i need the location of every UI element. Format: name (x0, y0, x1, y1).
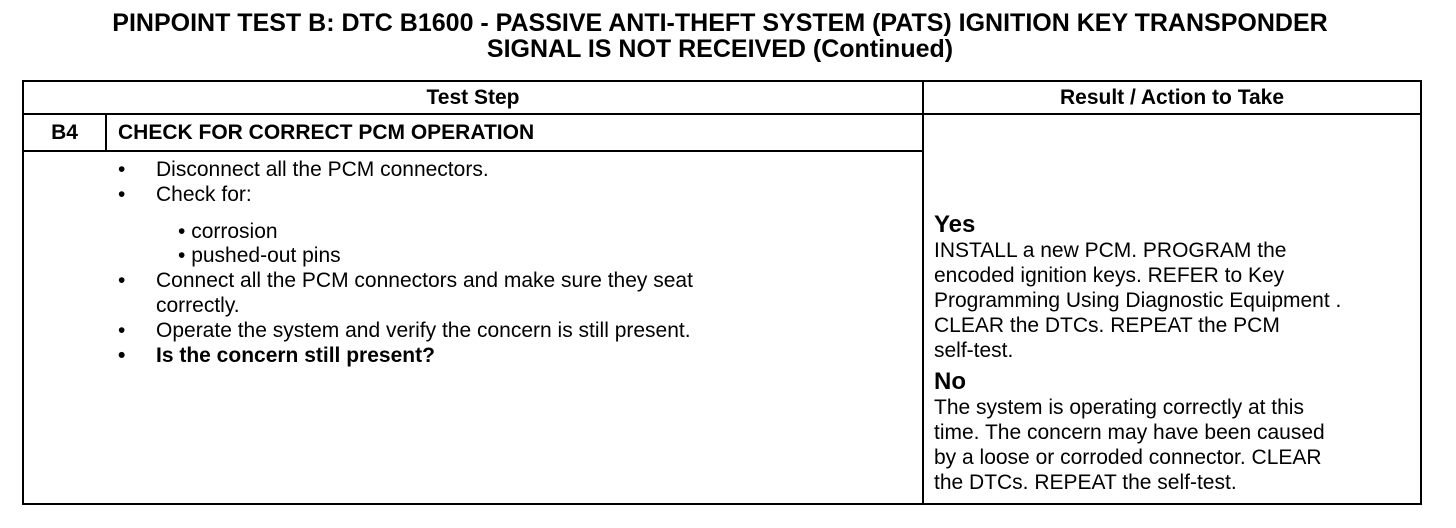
header-test-step: Test Step (426, 86, 520, 109)
list-item (112, 182, 912, 207)
sub-bullet-icon: • (178, 244, 186, 267)
no-action-line: by a loose or corroded connector. CLEAR (934, 446, 1322, 469)
result-action (934, 212, 1424, 495)
sub-bullet-icon: • (178, 220, 186, 243)
pinpoint-test-table (22, 80, 1422, 505)
header-result: Result / Action to Take (1059, 86, 1285, 109)
bullet-icon: • (118, 158, 126, 181)
column-divider (922, 82, 924, 503)
yes-action-line: CLEAR the DTCs. REPEAT the PCM (934, 314, 1280, 337)
yes-action-line: encoded ignition keys. REFER to Key (934, 264, 1285, 287)
question-text: Is the concern still present? (156, 344, 435, 367)
step-id-divider (105, 115, 107, 150)
list-item (112, 157, 912, 182)
list-item (112, 268, 912, 318)
bullet-icon: • (118, 319, 126, 342)
sub-list-item (112, 220, 912, 244)
no-action-line: time. The concern may have been caused (934, 421, 1325, 444)
no-action-line: the DTCs. REPEAT the self-test. (934, 471, 1237, 494)
bullet-icon: • (118, 269, 126, 292)
instruction-text: Connect all the PCM connectors and make sure they seat (156, 269, 693, 292)
list-item (112, 343, 912, 368)
bullet-icon: • (118, 183, 126, 206)
title-line-2: SIGNAL IS NOT RECEIVED (Continued) (486, 35, 954, 63)
no-label: No (934, 368, 966, 395)
no-action-line: The system is operating correctly at this (934, 396, 1304, 419)
instruction-text: Disconnect all the PCM connectors. (156, 158, 489, 181)
sub-item-text: corrosion (191, 220, 278, 243)
yes-action-line: self-test. (934, 339, 1014, 362)
yes-action-line: INSTALL a new PCM. PROGRAM the (934, 239, 1287, 262)
list-item (112, 318, 912, 343)
sub-item-text: pushed-out pins (191, 244, 341, 267)
yes-action-line: Programming Using Diagnostic Equipment . (934, 289, 1342, 312)
step-instructions (112, 157, 912, 368)
bullet-icon: • (118, 344, 126, 367)
yes-action (934, 238, 1424, 363)
instruction-text-continued: correctly. (156, 294, 240, 317)
yes-label: Yes (934, 211, 976, 238)
sub-list-item (112, 244, 912, 268)
step-id: B4 (51, 121, 78, 144)
no-action (934, 395, 1424, 495)
title-line-1: PINPOINT TEST B: DTC B1600 - PASSIVE ANTI-THEFT SYSTEM (PATS) IGNITION KEY TRANSPONDER (112, 9, 1328, 37)
step-title: CHECK FOR CORRECT PCM OPERATION (118, 121, 535, 144)
instruction-text: Operate the system and verify the concern is still present. (156, 319, 691, 342)
step-title-divider (24, 150, 922, 152)
instruction-text: Check for: (156, 183, 252, 206)
page-title (0, 10, 1440, 62)
